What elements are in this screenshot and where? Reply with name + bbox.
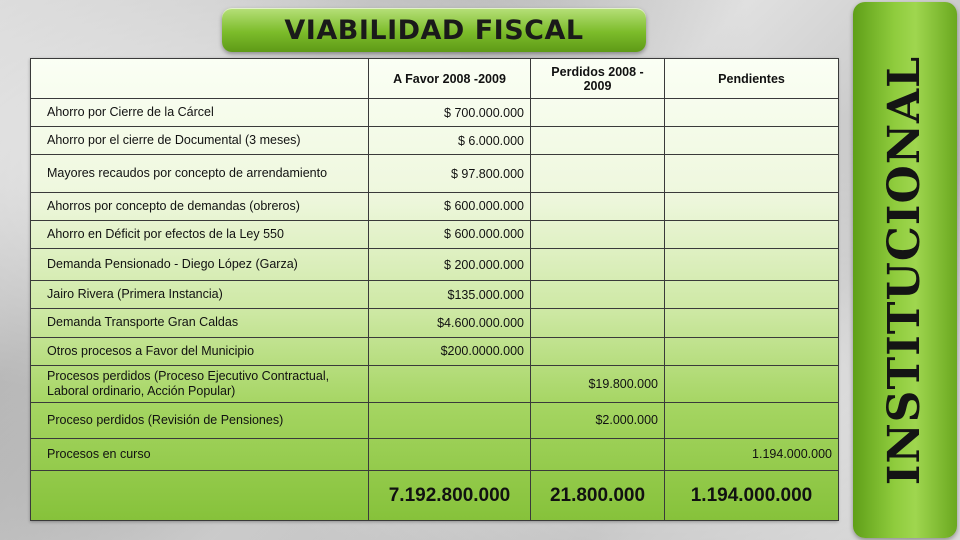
row-description: Ahorro por Cierre de la Cárcel bbox=[31, 99, 369, 127]
row-perdidos bbox=[531, 220, 665, 248]
side-banner bbox=[853, 2, 957, 538]
fiscal-table-panel bbox=[30, 58, 838, 521]
row-a-favor: $ 600.000.000 bbox=[369, 220, 531, 248]
table-header-row bbox=[31, 59, 839, 99]
table-row bbox=[31, 220, 839, 248]
row-a-favor: $ 6.000.000 bbox=[369, 127, 531, 155]
table-row bbox=[31, 337, 839, 365]
row-pendientes bbox=[665, 155, 839, 193]
row-perdidos bbox=[531, 337, 665, 365]
table-row bbox=[31, 127, 839, 155]
row-pendientes: 1.194.000.000 bbox=[665, 438, 839, 470]
row-description: Otros procesos a Favor del Municipio bbox=[31, 337, 369, 365]
row-pendientes bbox=[665, 192, 839, 220]
row-perdidos bbox=[531, 155, 665, 193]
row-description: Mayores recaudos por concepto de arrendamiento bbox=[31, 155, 369, 193]
table-row bbox=[31, 99, 839, 127]
row-pendientes bbox=[665, 337, 839, 365]
row-description: Procesos en curso bbox=[31, 438, 369, 470]
row-perdidos bbox=[531, 192, 665, 220]
row-description: Ahorros por concepto de demandas (obreros) bbox=[31, 192, 369, 220]
table-row bbox=[31, 249, 839, 281]
total-perdidos: 21.800.000 bbox=[531, 471, 665, 521]
row-pendientes bbox=[665, 99, 839, 127]
row-perdidos bbox=[531, 438, 665, 470]
header-perdidos: Perdidos 2008 - 2009 bbox=[531, 59, 665, 99]
row-pendientes bbox=[665, 127, 839, 155]
header-pendientes: Pendientes bbox=[665, 59, 839, 99]
table-row bbox=[31, 192, 839, 220]
title-banner bbox=[222, 8, 646, 52]
totals-row bbox=[31, 471, 839, 521]
row-a-favor: $200.0000.000 bbox=[369, 337, 531, 365]
table-row bbox=[31, 365, 839, 403]
row-a-favor: $135.000.000 bbox=[369, 281, 531, 309]
side-title: INSTITUCIONAL bbox=[879, 55, 931, 485]
row-a-favor: $ 600.000.000 bbox=[369, 192, 531, 220]
row-pendientes bbox=[665, 220, 839, 248]
row-pendientes bbox=[665, 309, 839, 337]
row-perdidos bbox=[531, 249, 665, 281]
row-description: Ahorro por el cierre de Documental (3 meses) bbox=[31, 127, 369, 155]
header-a-favor: A Favor 2008 -2009 bbox=[369, 59, 531, 99]
row-pendientes bbox=[665, 403, 839, 438]
row-pendientes bbox=[665, 365, 839, 403]
row-description: Demanda Pensionado - Diego López (Garza) bbox=[31, 249, 369, 281]
row-a-favor bbox=[369, 365, 531, 403]
row-description: Demanda Transporte Gran Caldas bbox=[31, 309, 369, 337]
row-pendientes bbox=[665, 249, 839, 281]
row-description: Ahorro en Déficit por efectos de la Ley 550 bbox=[31, 220, 369, 248]
row-description: Proceso perdidos (Revisión de Pensiones) bbox=[31, 403, 369, 438]
row-a-favor: $4.600.000.000 bbox=[369, 309, 531, 337]
row-a-favor: $ 200.000.000 bbox=[369, 249, 531, 281]
row-perdidos bbox=[531, 281, 665, 309]
row-description: Jairo Rivera (Primera Instancia) bbox=[31, 281, 369, 309]
row-a-favor: $ 700.000.000 bbox=[369, 99, 531, 127]
row-a-favor: $ 97.800.000 bbox=[369, 155, 531, 193]
row-a-favor bbox=[369, 438, 531, 470]
page-title: VIABILIDAD FISCAL bbox=[284, 14, 584, 46]
table-row bbox=[31, 403, 839, 438]
totals-description bbox=[31, 471, 369, 521]
table-row bbox=[31, 281, 839, 309]
row-pendientes bbox=[665, 281, 839, 309]
row-perdidos: $2.000.000 bbox=[531, 403, 665, 438]
row-perdidos bbox=[531, 309, 665, 337]
table-row bbox=[31, 155, 839, 193]
row-a-favor bbox=[369, 403, 531, 438]
table-row bbox=[31, 438, 839, 470]
row-description: Procesos perdidos (Proceso Ejecutivo Contractual, Laboral ordinario, Acción Popular) bbox=[31, 365, 369, 403]
row-perdidos bbox=[531, 127, 665, 155]
fiscal-table bbox=[30, 58, 839, 521]
header-description bbox=[31, 59, 369, 99]
total-pendientes: 1.194.000.000 bbox=[665, 471, 839, 521]
table-row bbox=[31, 309, 839, 337]
total-a-favor: 7.192.800.000 bbox=[369, 471, 531, 521]
row-perdidos bbox=[531, 99, 665, 127]
row-perdidos: $19.800.000 bbox=[531, 365, 665, 403]
